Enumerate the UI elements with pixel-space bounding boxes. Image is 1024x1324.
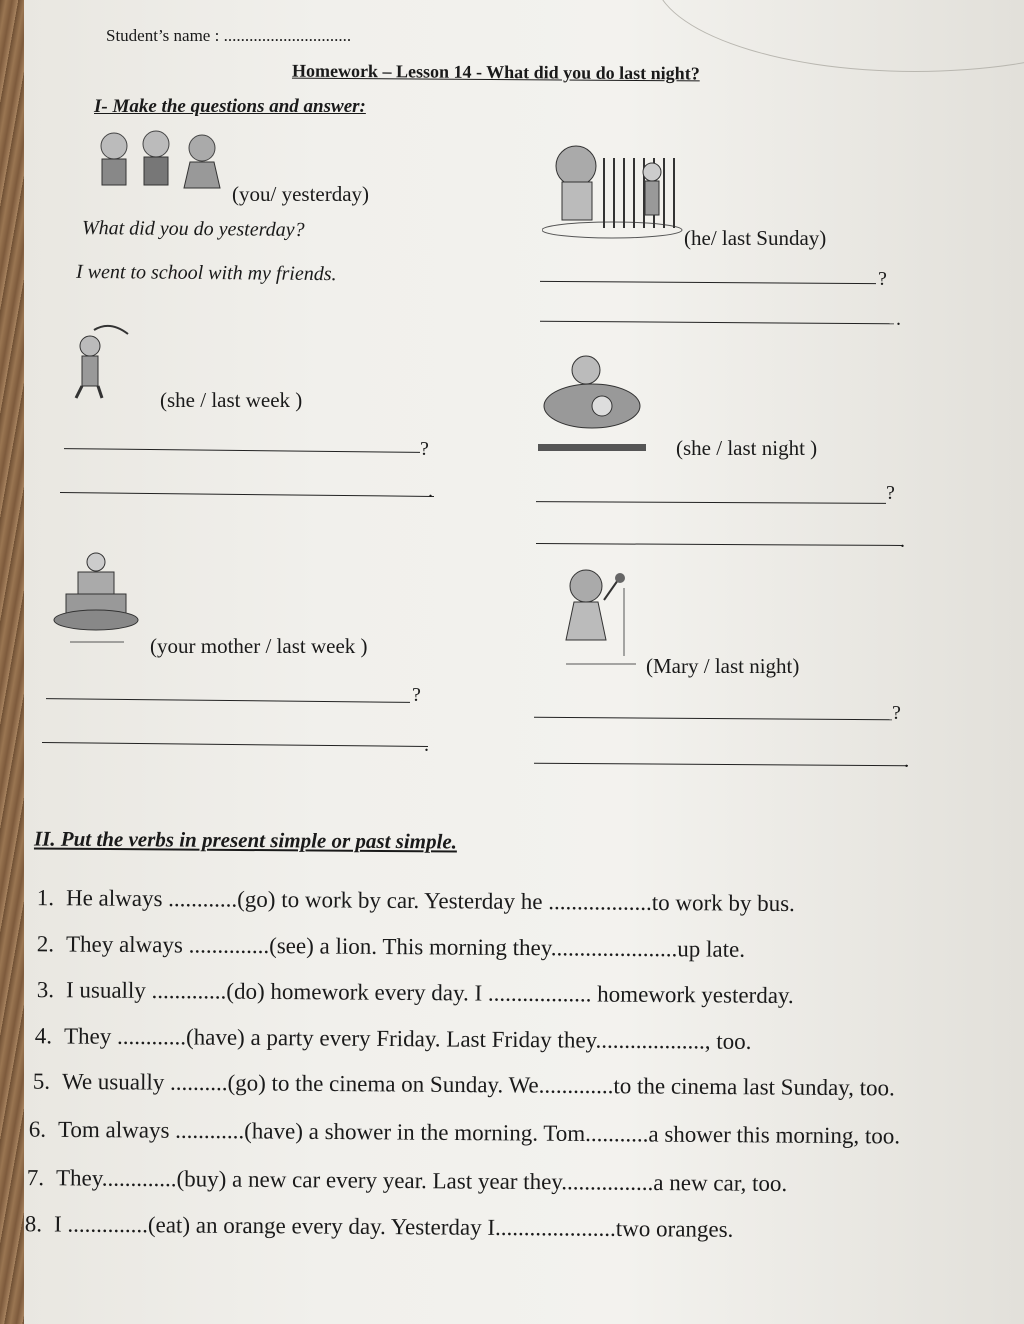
prompt-she-last-night: (she / last night ) (676, 436, 818, 460)
period-mark: . (428, 480, 433, 502)
section2-heading: II. Put the verbs in present simple or past simple. (33, 826, 458, 854)
verb-sentence-4 (22, 1023, 752, 1055)
children-talking-picture (86, 128, 228, 196)
cake-picture (52, 548, 142, 648)
example-answer: I went to school with my friends. (75, 260, 337, 286)
period-mark: . (900, 530, 905, 552)
period-mark: . (904, 750, 909, 772)
girl-eating-picture (536, 352, 648, 456)
answer-line (536, 501, 886, 504)
sentence-text: They.............(buy) a new car every year. Last year they................a new car, too. (55, 1165, 788, 1197)
sentence-number: 6. (28, 1116, 47, 1142)
verb-sentence-3 (24, 977, 794, 1009)
paper-fold-arc (654, 0, 1024, 72)
answer-line (540, 281, 876, 284)
sentence-number: 7. (26, 1165, 45, 1191)
answer-line (540, 321, 894, 324)
verb-sentence-1 (24, 885, 795, 917)
sentence-text: We usually ..........(go) to the cinema on Sunday. We.............to the cinema last Sunday, too. (61, 1068, 895, 1101)
period-mark: . (424, 734, 429, 756)
sentence-text: They ............(have) a party every Friday. Last Friday they..................., too. (63, 1023, 752, 1054)
question-mark: ? (420, 438, 429, 460)
prompt-your-mother-last-week: (your mother / last week ) (150, 634, 368, 658)
sentence-number: 2. (36, 931, 55, 957)
student-name-field: Student’s name : .............................. (106, 26, 352, 45)
sentence-text: Tom always ............(have) a shower in the morning. Tom...........a shower this morning, too. (57, 1116, 901, 1149)
verb-sentence-2 (24, 931, 745, 963)
example-question: What did you do yesterday? (81, 217, 305, 241)
prompt-he-last-sunday: (he/ last Sunday) (684, 226, 827, 250)
sentence-text: I usually .............(do) homework every day. I .................. homework yesterday. (65, 977, 794, 1009)
sentence-number: 8. (24, 1211, 43, 1237)
verb-sentence-8 (12, 1211, 734, 1243)
worksheet-paper (24, 0, 1024, 1324)
question-mark: ? (878, 268, 887, 290)
sentence-number: 5. (32, 1068, 51, 1094)
girl-picture (70, 322, 136, 402)
answer-line (60, 492, 434, 497)
mary-picture (556, 566, 640, 670)
answer-line (536, 543, 902, 546)
zoo-lion-picture (542, 138, 688, 240)
answer-line (534, 717, 892, 720)
sentence-number: 1. (36, 885, 55, 911)
question-mark: ? (892, 702, 901, 724)
question-mark: ? (412, 684, 421, 706)
verb-sentence-5 (20, 1069, 895, 1102)
prompt-you-yesterday: (you/ yesterday) (232, 182, 370, 206)
sentence-text: I ..............(eat) an orange every day. Yesterday I.....................two oranges. (53, 1211, 734, 1242)
question-mark: ? (886, 482, 895, 504)
period-mark: . (896, 308, 901, 330)
page-title: Homework – Lesson 14 - What did you do last night? (291, 60, 700, 84)
answer-line (42, 742, 428, 747)
verb-sentence-7 (14, 1165, 787, 1197)
sentence-text: He always ............(go) to work by car. Yesterday he ..................to work by bus. (65, 885, 795, 917)
sentence-text: They always ..............(see) a lion. This morning they......................up late. (65, 931, 746, 962)
section1-heading: I- Make the questions and answer: (94, 96, 366, 117)
verb-sentence-6 (16, 1117, 900, 1150)
sentence-number: 4. (34, 1023, 53, 1049)
answer-line (46, 698, 410, 703)
answer-line (534, 763, 908, 767)
answer-line (64, 448, 420, 453)
prompt-she-last-week: (she / last week ) (160, 388, 303, 412)
prompt-mary-last-night: (Mary / last night) (646, 654, 800, 678)
sentence-number: 3. (36, 977, 55, 1003)
